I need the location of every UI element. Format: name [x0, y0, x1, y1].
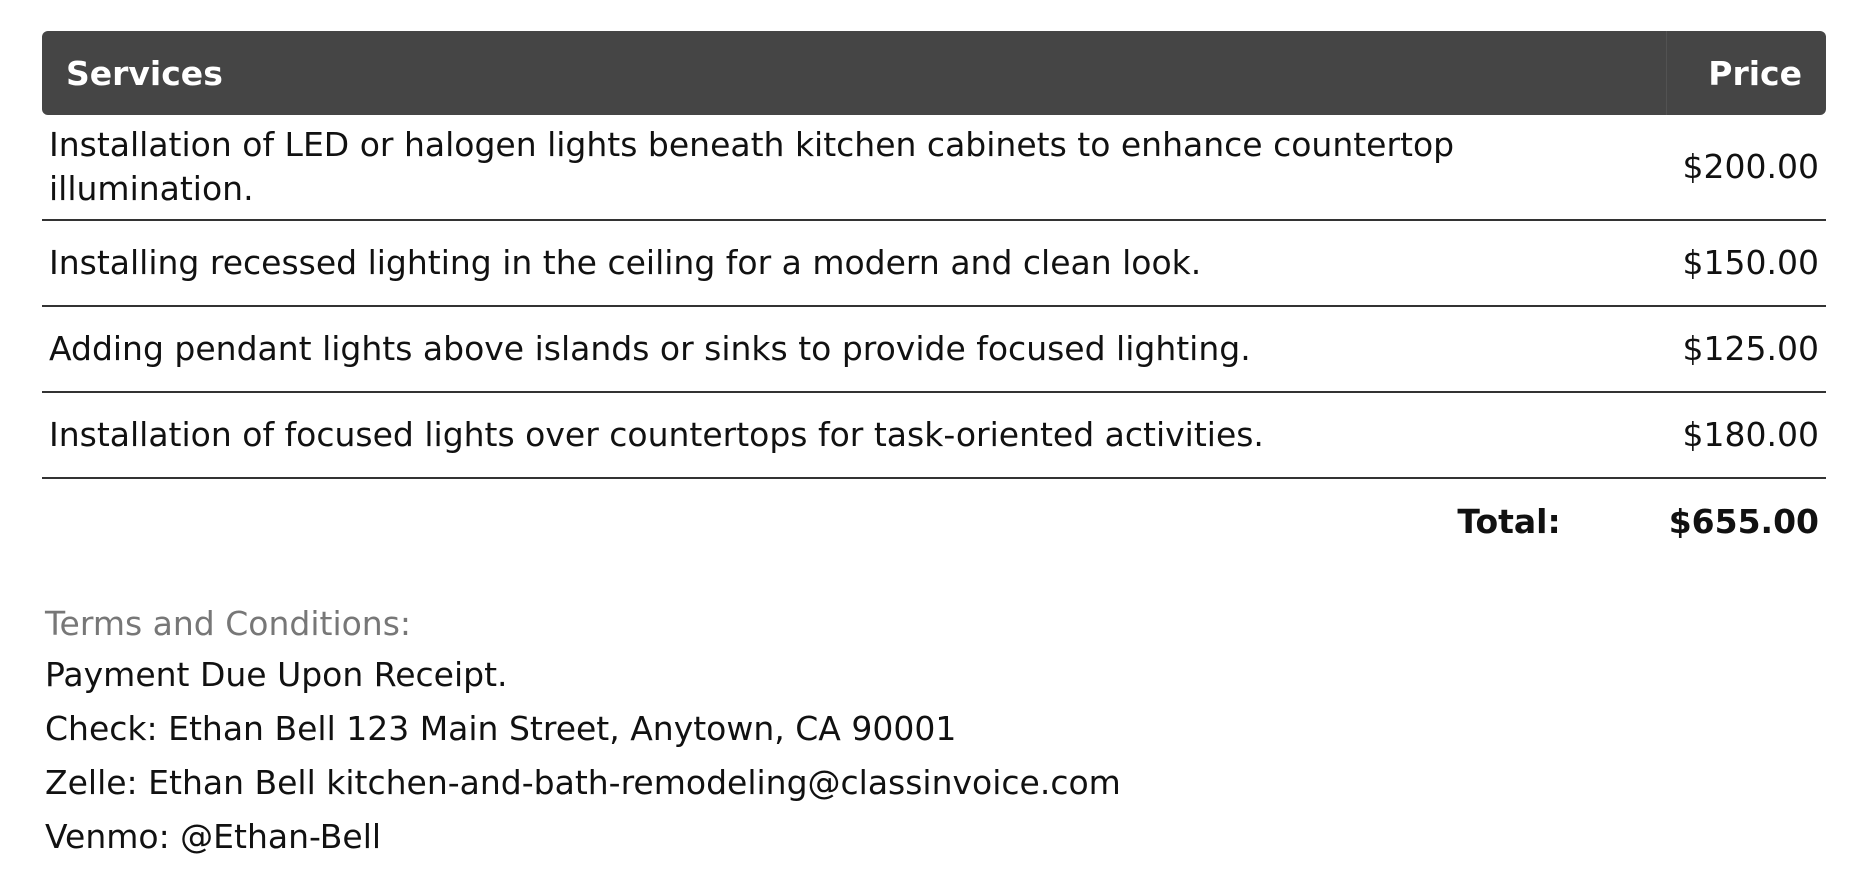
service-price: $180.00 — [1682, 415, 1819, 454]
service-description: Installation of LED or halogen lights beneath kitchen cabinets to enhance countertop illumination. — [49, 125, 1455, 208]
table-header — [42, 31, 1826, 115]
service-description: Installing recessed lighting in the ceiling for a modern and clean look. — [49, 243, 1202, 282]
service-price: $125.00 — [1682, 329, 1819, 368]
terms-section — [45, 600, 1121, 864]
table-row — [42, 221, 1826, 307]
table-row — [42, 307, 1826, 393]
price-column-header: Price — [1666, 31, 1826, 115]
terms-check-info: Check: Ethan Bell 123 Main Street, Anytown, CA 90001 — [45, 709, 957, 748]
services-column-header: Services — [66, 53, 223, 93]
service-description: Installation of focused lights over countertops for task-oriented activities. — [49, 415, 1264, 454]
total-value: $655.00 — [1668, 501, 1819, 541]
total-label: Total: — [1457, 501, 1561, 541]
service-price: $150.00 — [1682, 243, 1819, 282]
table-row — [42, 393, 1826, 479]
table-row — [42, 115, 1826, 221]
terms-payment-due: Payment Due Upon Receipt. — [45, 655, 508, 694]
invoice-services-table — [42, 31, 1826, 563]
service-price: $200.00 — [1682, 147, 1819, 186]
total-row — [42, 479, 1826, 563]
terms-zelle-info: Zelle: Ethan Bell kitchen-and-bath-remodeling@classinvoice.com — [45, 763, 1121, 802]
service-description: Adding pendant lights above islands or sinks to provide focused lighting. — [49, 329, 1251, 368]
terms-title: Terms and Conditions: — [45, 604, 412, 643]
terms-venmo-info: Venmo: @Ethan-Bell — [45, 817, 382, 856]
